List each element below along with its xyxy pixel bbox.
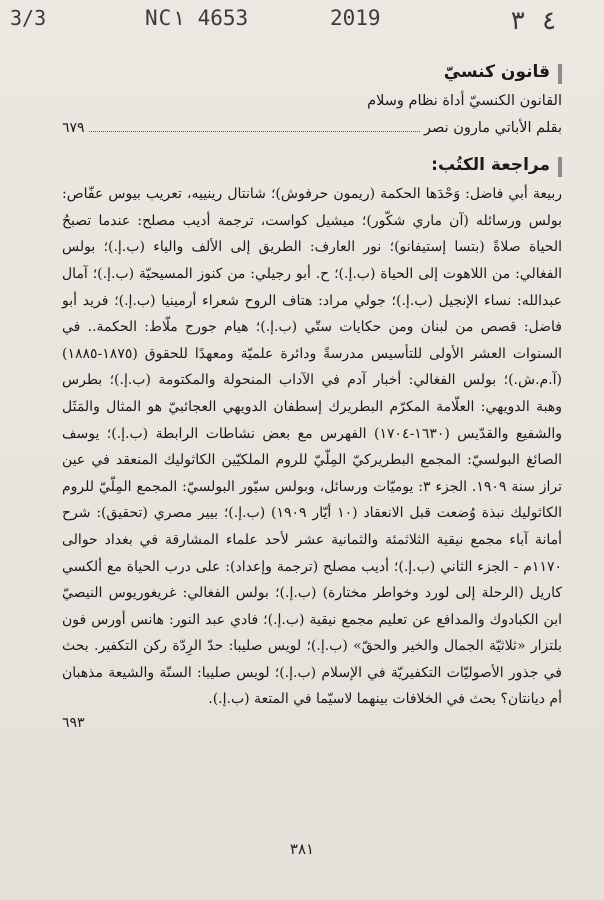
heading-bar <box>558 157 562 177</box>
handwritten-call-number: NC١ 4653 <box>145 6 249 30</box>
page-number: ٣٨١ <box>289 840 315 858</box>
book-reviews-paragraph: ربيعة أبي فاضل: وَحْدَها الحكمة (ريمون حرفوش)؛ شانتال رينييه، تعريب بيوس عفّاص: بولس ورسائله (آن ماري شكّور)؛ ميشيل كواست، ترجمة أديب مصلح: عندما تصبحُ الحياة صلاةً (بتسا إستيفانو)؛ نور العارف: الطريق إلى الألف والياء (ب.إ.)؛ بولس الفغالي: من اللاهوت إلى الحياة (ب.إ.)؛ ح. أبو رجيلي: من كنوز المسيحيّة (ب.إ.)؛ آمال عبدالله: نساء الإنجيل (ب.إ.)؛ جولي مراد: هتاف الروح شعراء أرمينيا (ب.إ.)؛ فريد أبو فاضل: قصص من لبنان ومن حكايات ستّي (ب.إ.)؛ هيام جورج ملّاط: الحكمة.. في السنوات العشر الأولى للتأسيس مدرسةً ودائرة علميّة ومعهدًا للحقوق (١٨٧٥-١٨٨٥) (آ.م.ش.)؛ بولس الفغالي: أخبار آدم في الآداب المنحولة والمكتومة (ب.إ.)؛ بطرس وهبة الدويهي: العلّامة المكرّم البطريرك إسطفان الدويهي العجائبيّ هو المثال والمَثَل والشفيع والقدّيس (١٦٣٠-١٧٠٤) الفهرس مع بعض نشاطات الرابطة (ب.إ.)؛ يوسف الصائغ البولسيّ: المجمع البطريركيّ المِلّيّ للروم الملكيّين الكاثوليك المنعقد في عين تراز سنة ١٩٠٩. الجزء ٣: يوميّات ورسائل، وبولس سيّور البولسيّ: المجمع المِلّيّ للروم الكاثوليك نبذة وُضعت قبل الانعقاد (١٠ أيّار ١٩٠٩) (ب.إ.)؛ بيير مصري (تحقيق): شرح أمانة آباء مجمع نيقية الثلاثمئة والثمانية عشر لأحد علماء المشارقة في بغداد حوالى ١١٧٠م - الجزء الثاني (ب.إ.)؛ أديب مصلح (ترجمة وإعداد): على درب الحياة مع ألكسي كاريل (الرحلة إلى لورد وخواطر مختارة) (ب.إ.)؛ بولس الفغالي: غريغوريوس النيصيّ ابن الكبادوك والمدافع عن تعليم مجمع نيقية (ب.إ.)؛ فادي عبد النور: هانس أورس فون بلتزار «ثلاثيّة الجمال والخير والحقّ» (ب.إ.)؛ لويس صليبا: حدّ الرِدّة ركن التكفير. بحث في جذور الأصوليّات التكفيريّة في الإسلام (ب.إ.)؛ لويس صليبا: السنّة والشيعة مذهبان أم ديانتان؟ بحث في الخلافات بينهما لاسيّما في المتعة (ب.إ.). <box>62 186 563 708</box>
toc-content <box>62 62 562 733</box>
dot-leader <box>89 131 420 132</box>
book-reviews-section <box>62 155 562 733</box>
article-author-entry <box>62 115 562 142</box>
handwritten-shelf-mark: ٤ ٣ <box>510 6 557 36</box>
section-heading-canon-law: قانون كنسيّ <box>62 62 562 82</box>
heading-bar <box>558 64 562 84</box>
article-title: القانون الكنسيّ أداة نظام وسلام <box>367 93 562 109</box>
article-author: بقلم الأباتي مارون نصر <box>424 119 562 136</box>
article-page: ٦٧٩ <box>62 119 85 136</box>
handwritten-volume-mark: 3/3 <box>10 6 47 30</box>
book-reviews-page: ٦٩٣ <box>62 715 85 732</box>
handwritten-year: 2019 <box>330 6 381 30</box>
section-heading-book-reviews: مراجعة الكتُب: <box>62 155 562 175</box>
